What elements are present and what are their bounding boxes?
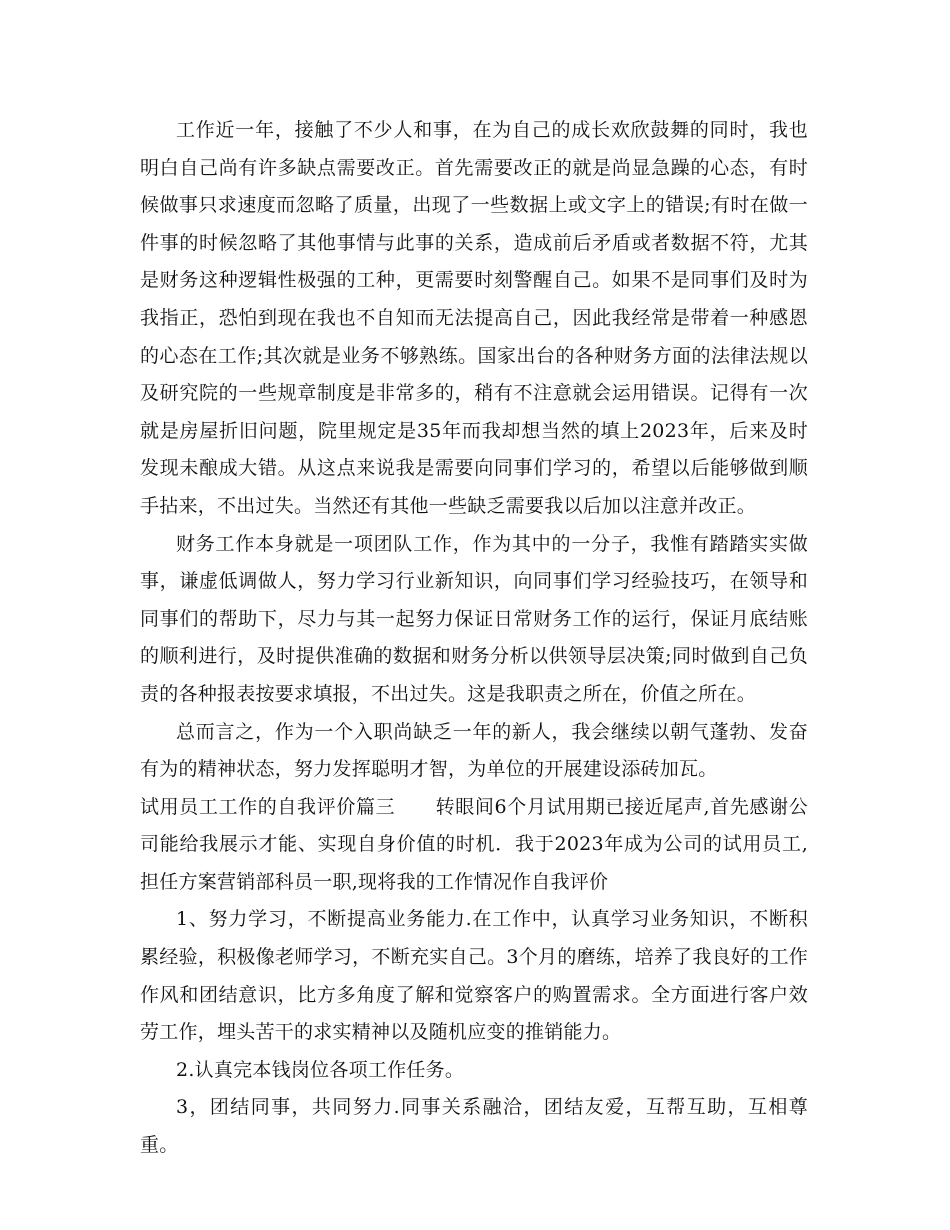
list-item: 3，团结同事，共同努力.同事关系融洽，团结友爱，互帮互助，互相尊重。 [140, 1096, 808, 1157]
section-intro: 转眼间6个月试用期已接近尾声,首先感谢公司能给我展示才能、实现自身价值的时机．我于2023年成为公司的试用员工,担任方案营销部科员一职,现将我的工作情况作自我评价 [140, 795, 808, 893]
paragraph-self-reflection: 工作近一年，接触了不少人和事，在为自己的成长欢欣鼓舞的同时，我也明白自己尚有许多缺点需要改正。首先需要改正的就是尚显急躁的心态，有时候做事只求速度而忽略了质量，出现了一些数据上或文字上的错误;有时在做一件事的时候忽略了其他事情与此事的关系，造成前后矛盾或者数据不符，尤其是财务这种逻辑性极强的工种，更需要时刻警醒自己。如果不是同事们及时为我指正，恐怕到现在我也不自知而无法提高自己，因此我经常是带着一种感恩的心态在工作;其次就是业务不够熟练。国家出台的各种财务方面的法律法规以及研究院的一些规章制度是非常多的，稍有不注意就会运用错误。记得有一次就是房屋折旧问题，院里规定是35年而我却想当然的填上2023年，后来及时发现未酿成大错。从这点来说我是需要向同事们学习的，希望以后能够做到顺手拈来，不出过失。当然还有其他一些缺乏需要我以后加以注意并改正。 [140, 119, 808, 517]
section-heading: 试用员工工作的自我评价篇三 [140, 795, 396, 818]
list-item: 1、努力学习，不断提高业务能力.在工作中，认真学习业务知识，不断积 累经验，积极像老师学习，不断充实自己。3个月的磨练，培养了我良好的工作作风和团结意识，比方多角度了解和觉察客户的购置需求。全方面进行客户效劳工作，埋头苦干的求实精神以及随机应变的推销能力。 [140, 908, 808, 1044]
paragraph-teamwork: 财务工作本身就是一项团队工作，作为其中的一分子，我惟有踏踏实实做事，谦虚低调做人，努力学习行业新知识，向同事们学习经验技巧，在领导和同事们的帮助下，尽力与其一起努力保证日常财务工作的运行，保证月底结账的顺利进行，及时提供准确的数据和财务分析以供领导层决策;同时做到自己负责的各种报表按要求填报，不出过失。这是我职责之所在，价值之所在。 [140, 532, 808, 705]
document-page [140, 112, 808, 1165]
section-three-intro-paragraph [140, 789, 808, 902]
list-item: 2.认真完本钱岗位各项工作任务。 [176, 1058, 465, 1081]
paragraph-conclusion: 总而言之，作为一个入职尚缺乏一年的新人，我会继续以朝气蓬勃、发奋有为的精神状态，努力发挥聪明才智，为单位的开展建设添砖加瓦。 [140, 720, 808, 781]
